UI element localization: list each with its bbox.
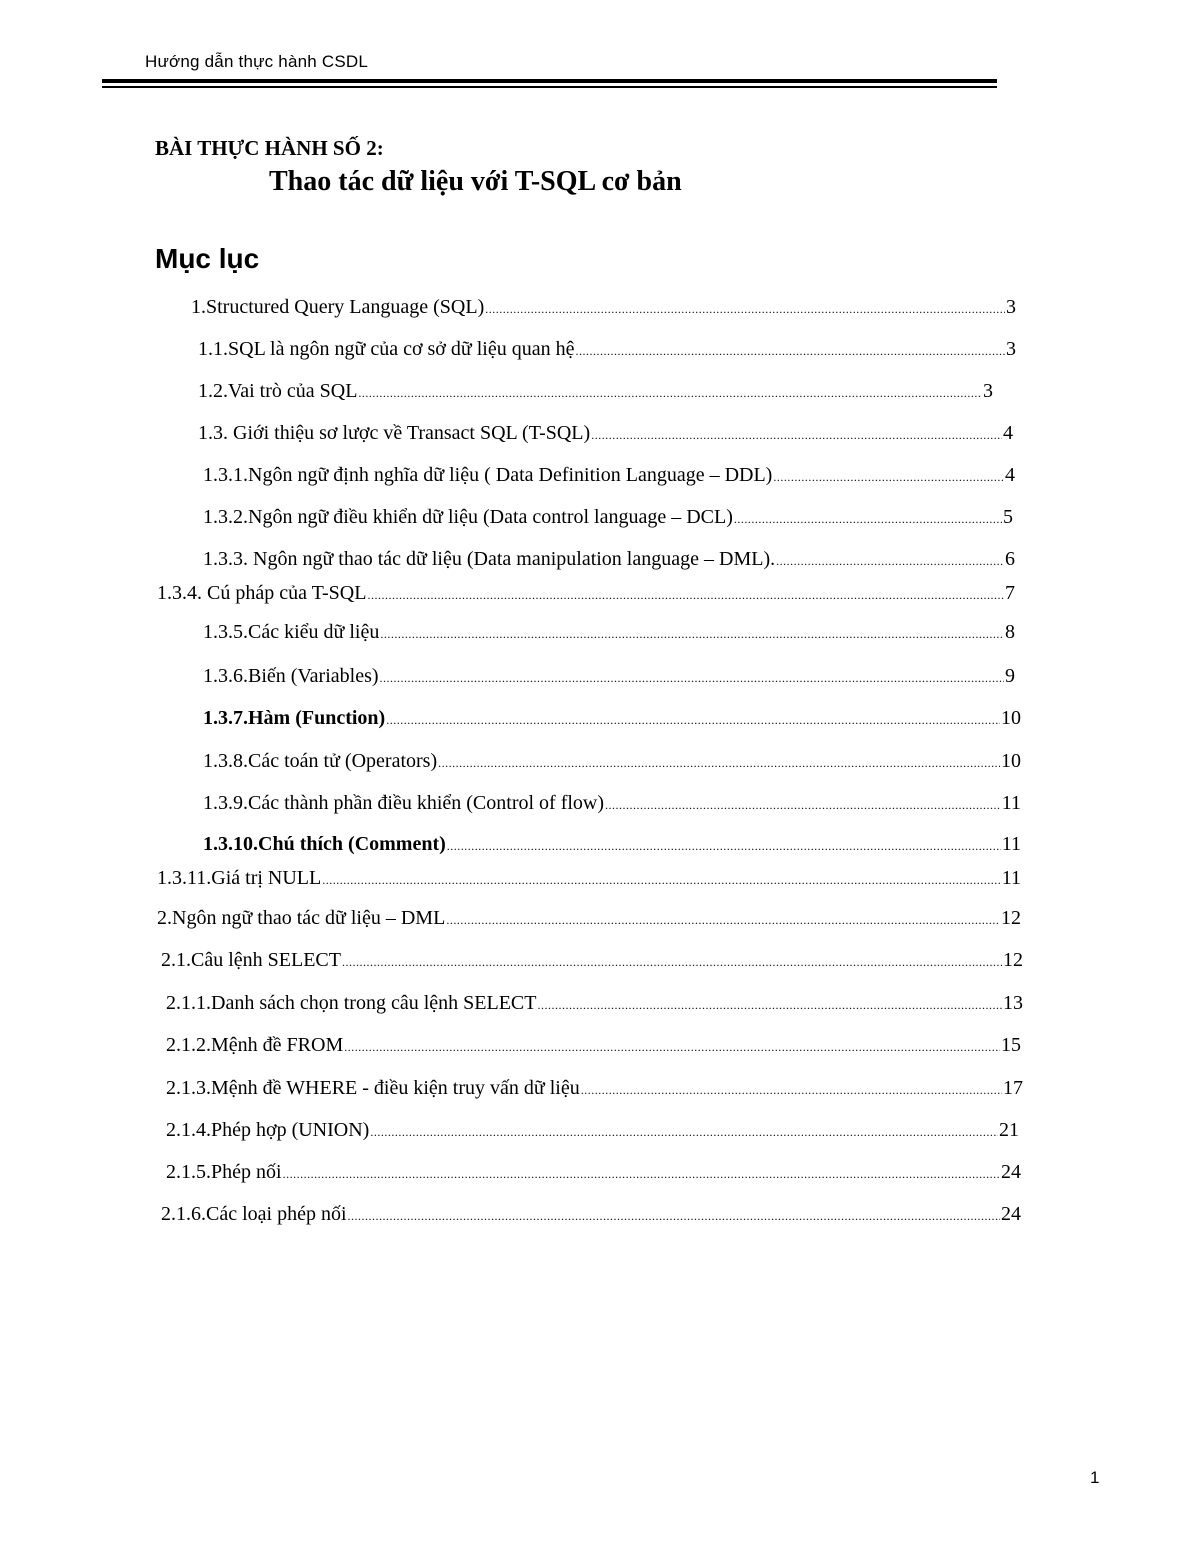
toc-entry[interactable]	[166, 991, 1023, 1017]
toc-dot-leader	[438, 751, 1000, 775]
toc-entry-label: 2.1.6.Các loại phép nối	[161, 1203, 347, 1225]
toc-dot-leader	[386, 708, 1000, 732]
toc-dot-leader	[380, 666, 1004, 690]
lesson-title: Thao tác dữ liệu với T-SQL cơ bản	[269, 166, 682, 197]
toc-entry[interactable]	[203, 463, 1015, 489]
toc-dot-leader	[367, 583, 1004, 607]
toc-dot-leader	[348, 1204, 1000, 1228]
toc-entry-label: 1.3. Giới thiệu sơ lược về Transact SQL (T-SQL)	[198, 422, 591, 444]
toc-entry-label: 1.3.6.Biến (Variables)	[203, 665, 379, 687]
toc-entry-page: 11	[1001, 833, 1021, 855]
toc-entry-label: 1.3.9.Các thành phần điều khiển (Control of flow)	[203, 792, 605, 814]
toc-dot-leader	[537, 993, 1002, 1017]
toc-entry-page: 3	[1006, 338, 1016, 360]
toc-entry-label: 2.1.4.Phép hợp (UNION)	[166, 1119, 370, 1141]
toc-entry-label: 1.3.4. Cú pháp của T-SQL	[157, 582, 367, 604]
toc-entry-page: 24	[1001, 1161, 1021, 1183]
toc-entry-page: 9	[1005, 665, 1015, 687]
toc-entry-page: 15	[1001, 1034, 1021, 1056]
toc-entry-label: 1.3.3. Ngôn ngữ thao tác dữ liệu (Data manipulation language – DML).	[203, 548, 776, 570]
toc-entry[interactable]	[203, 749, 1021, 775]
toc-entry[interactable]	[203, 547, 1015, 573]
lesson-label: BÀI THỰC HÀNH SỐ 2:	[155, 136, 384, 160]
toc-dot-leader	[447, 834, 1001, 858]
toc-entry-page: 10	[1001, 707, 1021, 729]
toc-entry[interactable]	[191, 295, 1016, 321]
toc-dot-leader	[773, 465, 1004, 489]
toc-dot-leader	[322, 868, 1001, 892]
toc-entry-label: 2.Ngôn ngữ thao tác dữ liệu – DML	[157, 907, 446, 929]
toc-entry-page: 11	[1001, 792, 1021, 814]
toc-entry-label: 1.3.2.Ngôn ngữ điều khiển dữ liệu (Data control language – DCL)	[203, 506, 733, 528]
toc-entry-page: 10	[1001, 750, 1021, 772]
toc-entry[interactable]	[166, 1033, 1021, 1059]
toc-dot-leader	[283, 1162, 1000, 1186]
header-rule-thin	[102, 86, 997, 88]
toc-entry[interactable]	[157, 866, 1021, 892]
toc-entry-label: 1.3.11.Giá trị NULL	[157, 867, 322, 889]
toc-dot-leader	[575, 339, 1005, 363]
toc-entry-page: 13	[1003, 992, 1023, 1014]
header-rule-thick	[102, 79, 997, 83]
toc-entry-page: 4	[1005, 464, 1015, 486]
toc-entry-page: 24	[1001, 1203, 1021, 1225]
toc-entry-label: 2.1.Câu lệnh SELECT	[161, 949, 341, 971]
toc-entry-page: 5	[1003, 506, 1013, 528]
toc-entry-label: 2.1.5.Phép nối	[166, 1161, 282, 1183]
toc-entry-label: 1.3.10.Chú thích (Comment)	[203, 833, 446, 855]
toc-entry-label: 2.1.3.Mệnh đề WHERE - điều kiện truy vấn dữ liệu	[166, 1077, 580, 1099]
toc-entry-label: 1.3.7.Hàm (Function)	[203, 707, 386, 729]
toc-dot-leader	[734, 507, 1002, 531]
toc-entry-page: 3	[983, 380, 993, 402]
toc-entry[interactable]	[198, 337, 1016, 363]
toc-entry-page: 12	[1001, 907, 1021, 929]
toc-dot-leader	[380, 622, 1004, 646]
toc-dot-leader	[776, 549, 1004, 573]
toc-dot-leader	[446, 908, 1000, 932]
toc-entry-label: 1.1.SQL là ngôn ngữ của cơ sở dữ liệu quan hệ	[198, 338, 575, 360]
toc-entry-page: 7	[1005, 582, 1015, 604]
toc-entry-label: 1.Structured Query Language (SQL)	[191, 296, 485, 318]
toc-dot-leader	[485, 297, 1005, 321]
toc-entry-label: 1.3.1.Ngôn ngữ định nghĩa dữ liệu ( Data Definition Language – DDL)	[203, 464, 773, 486]
toc-entry[interactable]	[203, 791, 1021, 817]
toc-entry[interactable]	[198, 379, 993, 405]
toc-entry-page: 11	[1001, 867, 1021, 889]
toc-entry-page: 17	[1003, 1077, 1023, 1099]
toc-entry[interactable]	[161, 948, 1023, 974]
toc-entry[interactable]	[161, 1202, 1021, 1228]
toc-entry-label: 1.2.Vai trò của SQL	[198, 380, 358, 402]
toc-entry-page: 4	[1003, 422, 1013, 444]
toc-dot-leader	[581, 1078, 1002, 1102]
toc-dot-leader	[342, 950, 1002, 974]
toc-entry-page: 12	[1003, 949, 1023, 971]
toc-dot-leader	[358, 381, 982, 405]
toc-entry[interactable]	[166, 1118, 1019, 1144]
toc-entry-page: 3	[1006, 296, 1016, 318]
toc-entry-label: 1.3.8.Các toán tử (Operators)	[203, 750, 438, 772]
toc-entry[interactable]	[166, 1160, 1021, 1186]
toc-entry-page: 6	[1005, 548, 1015, 570]
toc-dot-leader	[605, 793, 1001, 817]
toc-entry-label: 2.1.1.Danh sách chọn trong câu lệnh SELECT	[166, 992, 537, 1014]
toc-entry[interactable]	[157, 581, 1015, 607]
toc-entry[interactable]	[203, 832, 1021, 858]
running-header: Hướng dẫn thực hành CSDL	[145, 52, 368, 71]
toc-dot-leader	[591, 423, 1002, 447]
toc-entry[interactable]	[203, 505, 1013, 531]
toc-entry-page: 21	[999, 1119, 1019, 1141]
toc-dot-leader	[370, 1120, 998, 1144]
toc-entry-label: 1.3.5.Các kiểu dữ liệu	[203, 621, 380, 643]
toc-entry[interactable]	[203, 620, 1015, 646]
toc-entry[interactable]	[203, 706, 1021, 732]
toc-entry-page: 8	[1005, 621, 1015, 643]
toc-dot-leader	[344, 1035, 1000, 1059]
toc-entry[interactable]	[157, 906, 1021, 932]
toc-entry[interactable]	[166, 1076, 1023, 1102]
toc-heading: Mục lục	[155, 243, 260, 274]
toc-entry[interactable]	[198, 421, 1013, 447]
toc-entry-label: 2.1.2.Mệnh đề FROM	[166, 1034, 344, 1056]
page-number: 1	[1090, 1468, 1100, 1487]
toc-entry[interactable]	[203, 664, 1015, 690]
